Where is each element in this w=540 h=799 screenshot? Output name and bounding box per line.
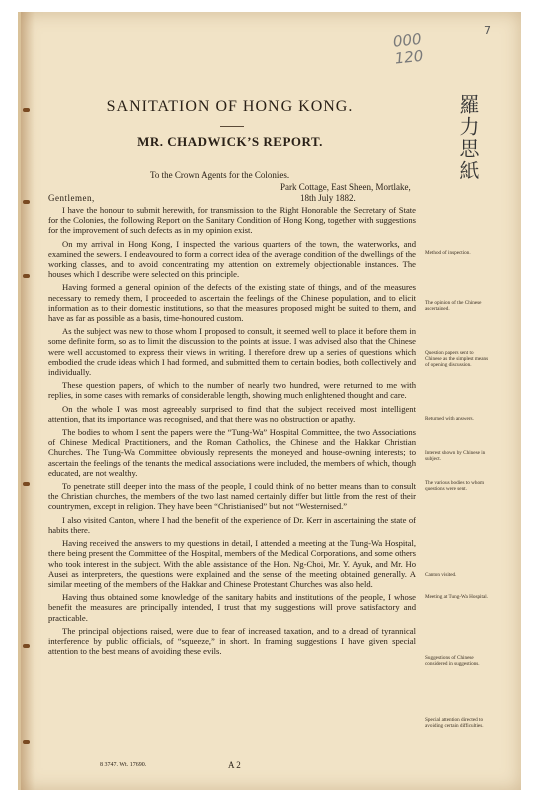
edge-stain <box>21 12 35 790</box>
handwritten-chinese-note: 羅力思紙 <box>456 94 478 182</box>
paragraph: I have the honour to submit herewith, for transmission to the Right Honorable the Secretary of State for the Colonies, the following Report on the Sanitary Condition of Hong Kong, together with suggestions for the improvement of such defects as in my opinion exist. <box>48 205 416 236</box>
binding-hole <box>23 274 30 278</box>
margin-note: Special attention directed to avoiding certain difficulties. <box>425 717 484 729</box>
dateline-place: Park Cottage, East Sheen, Mortlake, <box>280 182 411 192</box>
paragraph: I also visited Canton, where I had the benefit of the experience of Dr. Kerr in ascertaining the state of habits there. <box>48 514 416 535</box>
binding-hole <box>23 108 30 112</box>
pencil-corner-mark: 7 <box>484 24 491 37</box>
pencil-annotation: 000 120 <box>391 29 425 68</box>
margin-note: Question papers sent to Chinese as the simplest means of opening discussion. <box>425 350 489 368</box>
printer-mark: 8 3747. Wt. 17690. <box>100 762 147 768</box>
paragraph: To penetrate still deeper into the mass of the people, I could think of no better means than to consult the Christian churches, the members of the two last named certainly differ but little from the rest of their countrymen, except in religion. They have been “Christianised” but not “Westernised.” <box>48 481 416 512</box>
dateline-date: 18th July 1882. <box>300 193 356 203</box>
margin-note: Suggestions of Chinese considered in suggestions. <box>425 655 480 667</box>
report-body <box>48 205 416 659</box>
paragraph: The principal objections raised, were due to fear of increased taxation, and to a dread of tyrannical interference by public officials, of “squeeze,” in short. In framing suggestions I have given special attention to the best means of avoiding these evils. <box>48 625 416 657</box>
paragraph: These question papers, of which to the number of nearly two hundred, were returned to me with replies, in some cases with remarks of considerable length, showing much enlightened thought and care. <box>48 380 416 401</box>
document-title: SANITATION OF HONG KONG. <box>106 98 354 115</box>
document-subtitle: MR. CHADWICK’S REPORT. <box>137 134 323 149</box>
margin-note: Interest shown by Chinese in subject. <box>425 450 486 462</box>
margin-note: The various bodies to whom questions were sent. <box>425 480 485 492</box>
margin-note: Meeting at Tung-Wa Hospital. <box>425 594 488 600</box>
paragraph: Having thus obtained some knowledge of the sanitary habits and institutions of the people, I whose benefit the measures are principally intended, I trust that my suggestions will prove satisfactory and practicable. <box>48 592 416 623</box>
binding-hole <box>23 200 30 204</box>
paragraph: Having formed a general opinion of the defects of the existing state of things, and of the measures necessary to remedy them, I proceeded to ascertain the feelings of the Chinese population, and to elicit information as to their domestic institutions, so that the measures proposed might be suited to them, and have as far as possible as a basis, time-honoured custom. <box>48 282 416 324</box>
paragraph: As the subject was new to those whom I proposed to consult, it seemed well to place it before them in some definite form, so as to limit the discussion to the points at issue. I was advised also that the Chinese were well accustomed to express their views in writing. I therefore drew up a series of questions which embodied the crude ideas which I had formed, and submitted them to certain bodies, both collectively and individually. <box>48 326 416 378</box>
margin-note: Returned with answers. <box>425 416 474 422</box>
binding-hole <box>23 644 30 648</box>
addressee: To the Crown Agents for the Colonies. <box>150 170 290 180</box>
signature-mark: A 2 <box>228 760 241 770</box>
paragraph: On my arrival in Hong Kong, I inspected the various quarters of the town, the waterworks, and examined the sewers. I endeavoured to form a correct idea of the average condition of the dwellings of the working classes, and to avoid concentrating my attention on extremely objectionable instances. The houses which I describe were selected on this principle. <box>48 238 416 280</box>
binding-hole <box>23 740 30 744</box>
margin-note: Canton visited. <box>425 572 457 578</box>
paragraph: On the whole I was most agreeably surprised to find that the subject received most intelligent attention, that its importance was recognised, and that there was no obstruction or apathy. <box>48 403 416 424</box>
salutation: Gentlemen, <box>48 193 95 203</box>
margin-note: The opinion of the Chinese ascertained. <box>425 300 482 312</box>
title-divider <box>220 126 244 127</box>
binding-hole <box>23 482 30 486</box>
margin-note: Method of inspection. <box>425 250 471 256</box>
paragraph: The bodies to whom I sent the papers were the “Tung-Wa” Hospital Committee, the two Associations of Chinese Medical Practitioners, and the Roman Catholics, the Chinese and the Hakkar Christian Churches. The Tung-Wa Committee obviously represents the moneyed and house-owning interests; to ascertain the feelings of the tenants the medical associations were included, the members of which, though educated, are not wealthy. <box>48 427 416 478</box>
paragraph: Having received the answers to my questions in detail, I attended a meeting at the Tung-Wa Hospital, there being present the Committee of the Hospital, members of the Medical Corporations, and some others who took interest in the subject. With the able assistance of the Hon. Ng-Choi, Mr. Y. Ayuk, and Mr. Ho Ausei as interpreters, the questions were explained and the sense of the meeting obtained generally. A similar meeting of the members of the Hakkar and Chinese Protestant Churches was also held. <box>48 538 416 589</box>
